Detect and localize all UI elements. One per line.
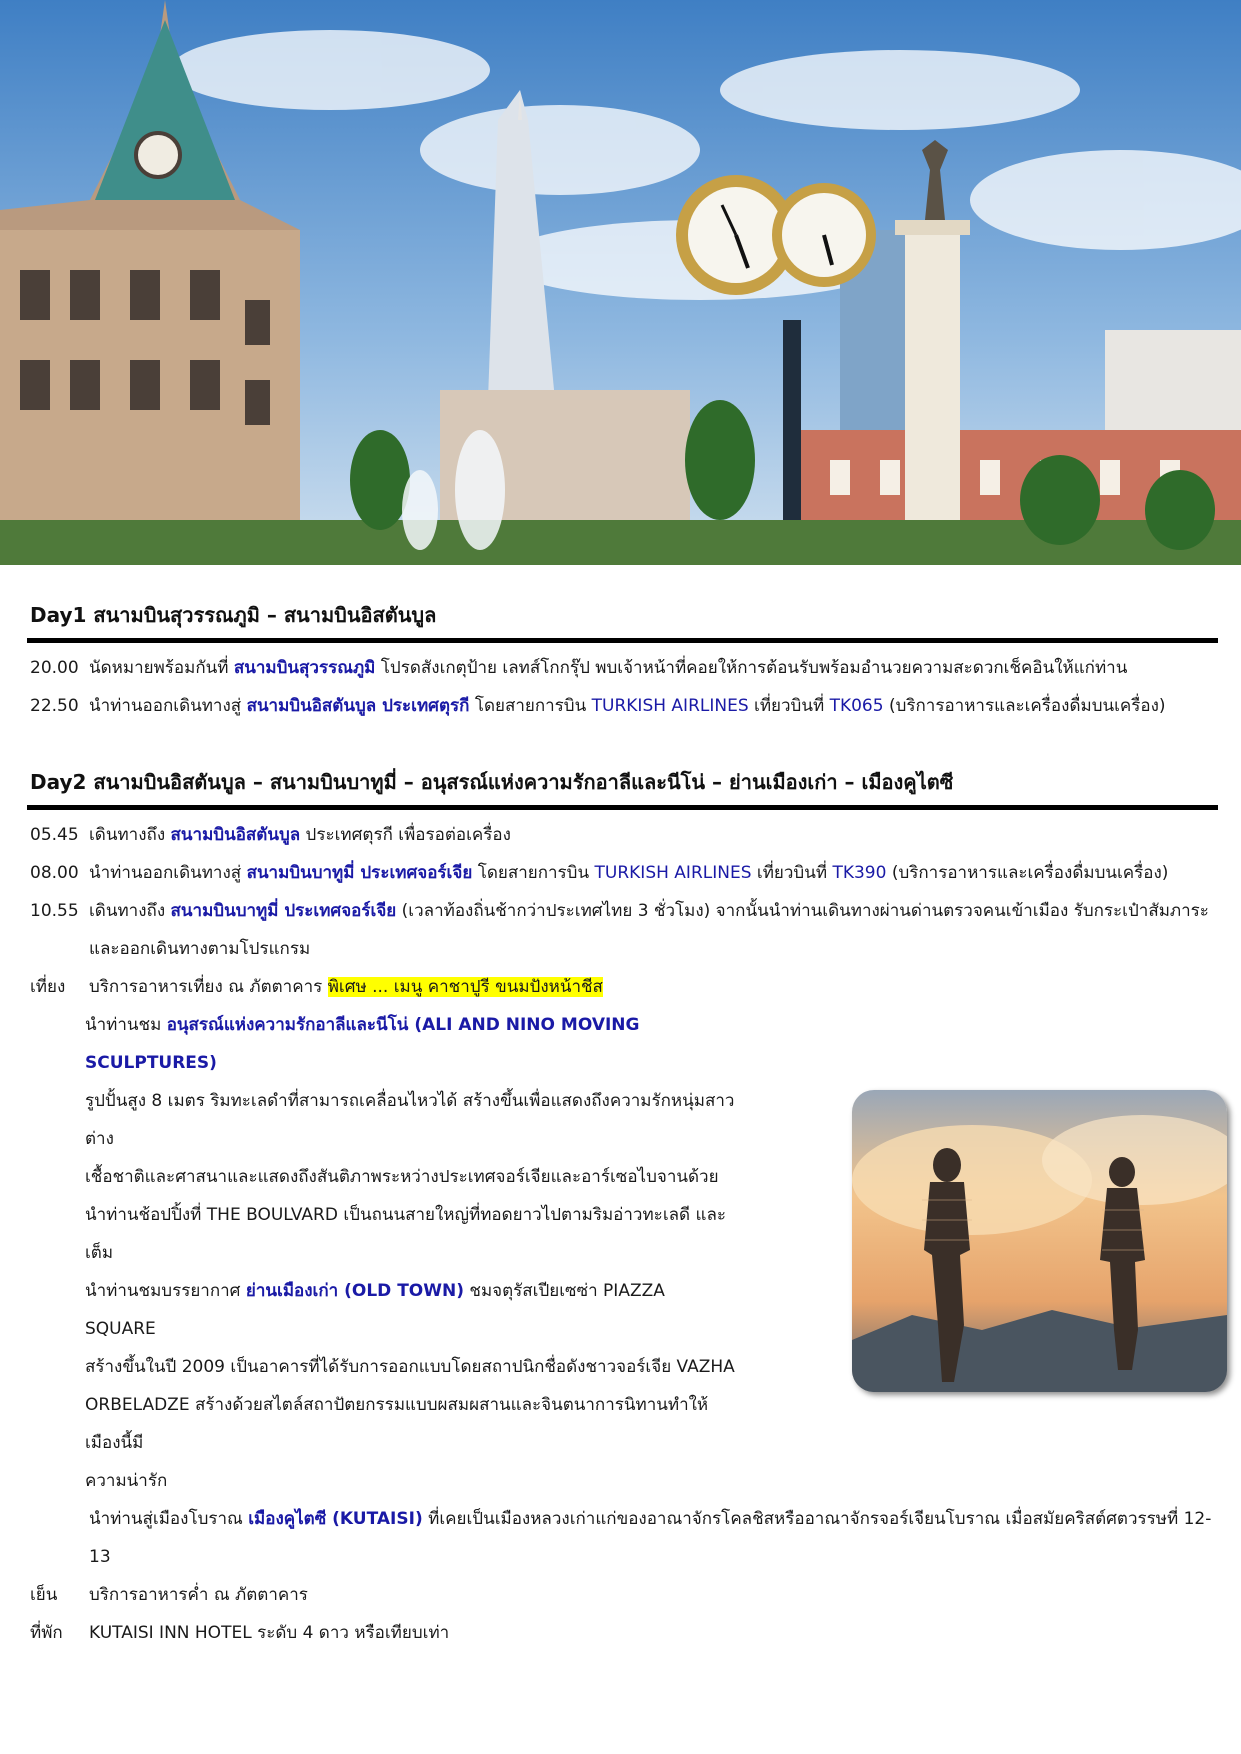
airline-name: TURKISH AIRLINES bbox=[591, 696, 749, 716]
item-time: ที่พัก bbox=[30, 1623, 63, 1643]
day2-title: Day2 สนามบินอิสตันบูล – สนามบินบาทูมี่ – อนุสรณ์แห่งความรักอาลีและนีโน่ – ย่านเมืองเก่า – เมืองคูไตซี bbox=[30, 770, 954, 794]
text-line: สร้างขึ้นในปี 2009 เป็นอาคารที่ได้รับการออกแบบโดยสถาปนิกชื่อดังชาวจอร์เจีย VAZHA bbox=[85, 1357, 735, 1377]
text-part: โปรดสังเกตุป้าย เลทส์โกกรุ๊ป พบเจ้าหน้าที่คอยให้การต้อนรับพร้อมอำนวยความสะดวกเช็คอินให้แก่ท่าน bbox=[375, 658, 1128, 678]
item-text bbox=[89, 892, 1215, 968]
item-time: 05.45 bbox=[30, 825, 79, 845]
place-name: เมืองคูไตซี (KUTAISI) bbox=[248, 1509, 423, 1529]
day1-title: Day1 สนามบินสุวรรณภูมิ – สนามบินอิสตันบูล bbox=[30, 603, 437, 627]
place-name: สนามบินบาทูมี่ ประเทศจอร์เจีย bbox=[170, 901, 397, 921]
place-name: อนุสรณ์แห่งความรักอาลีและนีโน่ (ALI AND NINO MOVING SCULPTURES) bbox=[85, 1015, 640, 1073]
text-part: นัดหมายพร้อมกันที่ bbox=[89, 658, 234, 678]
text-line: ความน่ารัก bbox=[85, 1471, 168, 1491]
item-time: 22.50 bbox=[30, 696, 79, 716]
text-part: บริการอาหารเที่ยง ณ ภัตตาคาร bbox=[89, 977, 328, 997]
item-text bbox=[89, 649, 1215, 687]
airline-name: TURKISH AIRLINES bbox=[594, 863, 752, 883]
place-name: สนามบินอิสตันบูล bbox=[170, 825, 301, 845]
flight-number: TK390 bbox=[832, 863, 887, 883]
item-time: 08.00 bbox=[30, 863, 79, 883]
place-name: สนามบินอิสตันบูล ประเทศตุรกี bbox=[246, 696, 470, 716]
text-line: เชื้อชาติและศาสนาและแสดงถึงสันติภาพระหว่างประเทศจอร์เจียและอาร์เซอไบจานด้วย bbox=[85, 1167, 719, 1187]
item-time: 20.00 bbox=[30, 658, 79, 678]
text-part: เที่ยวบินที่ bbox=[748, 696, 830, 716]
text-part: (บริการอาหารและเครื่องดื่มบนเครื่อง) bbox=[886, 863, 1169, 883]
item-text bbox=[89, 816, 1215, 854]
text-part: โดยสายการบิน bbox=[472, 863, 595, 883]
day2-item-0545 bbox=[30, 816, 1215, 854]
ali-nino-paragraph bbox=[30, 1006, 735, 1500]
text-part: นำท่านออกเดินทางสู่ bbox=[89, 696, 247, 716]
text-part: เดินทางถึง bbox=[89, 825, 171, 845]
place-name: สนามบินสุวรรณภูมิ bbox=[233, 658, 376, 678]
text-part: โดยสายการบิน bbox=[469, 696, 592, 716]
day2-divider bbox=[27, 805, 1218, 810]
item-text: บริการอาหารค่ำ ณ ภัตตาคาร bbox=[89, 1585, 308, 1605]
item-time: เที่ยง bbox=[30, 977, 66, 997]
day2-item-lunch bbox=[30, 968, 1215, 1006]
place-name: สนามบินบาทูมี่ ประเทศจอร์เจีย bbox=[246, 863, 473, 883]
item-text bbox=[89, 854, 1215, 892]
kutaisi-paragraph bbox=[30, 1500, 1215, 1576]
day1-item-2000 bbox=[30, 649, 1215, 687]
item-time: เย็น bbox=[30, 1585, 58, 1605]
flight-number: TK065 bbox=[829, 696, 884, 716]
text-part: นำท่านชมบรรยากาศ bbox=[85, 1281, 246, 1301]
item-text bbox=[89, 687, 1215, 725]
text-line: นำท่านช้อปปิ้งที่ THE BOULVARD เป็นถนนสายใหญ่ที่ทอดยาวไปตามริมอ่าวทะเลดี และเต็ม bbox=[85, 1205, 726, 1263]
text-part: (เวลาท้องถิ่นช้ากว่าประเทศไทย 3 ชั่วโมง) จากนั้นนำท่านเดินทางผ่านด่านตรวจคนเข้าเมือง รับกระเป๋าสัมภาระ และออกเดินทางตามโปรแกรม bbox=[89, 901, 1209, 959]
special-menu-highlight: พิเศษ ... เมนู คาชาปูรี ขนมปังหน้าชีส bbox=[327, 977, 603, 997]
item-time: 10.55 bbox=[30, 901, 79, 921]
text-part: เที่ยวบินที่ bbox=[751, 863, 833, 883]
text-part: ที่เคยเป็นเมืองหลวงเก่าแก่ของอาณาจักรโคลชิสหรืออาณาจักรจอร์เจียนโบราณ เมื่อสมัยคริสต์ศตวรรษที่ 12-13 bbox=[89, 1509, 1212, 1567]
day2-item-hotel bbox=[30, 1614, 1215, 1652]
day1-item-2250 bbox=[30, 687, 1215, 725]
text-part: นำท่านออกเดินทางสู่ bbox=[89, 863, 247, 883]
text-line: รูปปั้นสูง 8 เมตร ริมทะเลดำที่สามารถเคลื่อนไหวได้ สร้างขึ้นเพื่อแสดงถึงความรักหนุ่มสาวต่าง bbox=[85, 1091, 735, 1149]
item-text: KUTAISI INN HOTEL ระดับ 4 ดาว หรือเทียบเท่า bbox=[89, 1623, 450, 1643]
item-text bbox=[89, 968, 1215, 1006]
text-line bbox=[85, 1272, 735, 1348]
day2-item-1055 bbox=[30, 892, 1215, 968]
place-name: ย่านเมืองเก่า (OLD TOWN) bbox=[245, 1281, 464, 1301]
day2-item-dinner bbox=[30, 1576, 1215, 1614]
text-part: นำท่านสู่เมืองโบราณ bbox=[89, 1509, 249, 1529]
text-part: (บริการอาหารและเครื่องดื่มบนเครื่อง) bbox=[883, 696, 1166, 716]
day2-item-0800 bbox=[30, 854, 1215, 892]
ali-nino-sculpture-photo bbox=[852, 1090, 1227, 1392]
hero-photo-batumi bbox=[0, 0, 1241, 565]
text-part: ชมจตุรัสเปียเซซ่า PIAZZA SQUARE bbox=[85, 1281, 665, 1339]
day1-divider bbox=[27, 638, 1218, 643]
item-text bbox=[89, 1500, 1215, 1576]
text-line bbox=[85, 1006, 735, 1082]
text-line: ORBELADZE สร้างด้วยสไตล์สถาปัตยกรรมแบบผสมผสานและจินตนาการนิทานทำให้เมืองนี้มี bbox=[85, 1395, 709, 1453]
text-part: ประเทศตุรกี เพื่อรอต่อเครื่อง bbox=[300, 825, 511, 845]
text-part: เดินทางถึง bbox=[89, 901, 171, 921]
text-part: นำท่านชม bbox=[85, 1015, 167, 1035]
